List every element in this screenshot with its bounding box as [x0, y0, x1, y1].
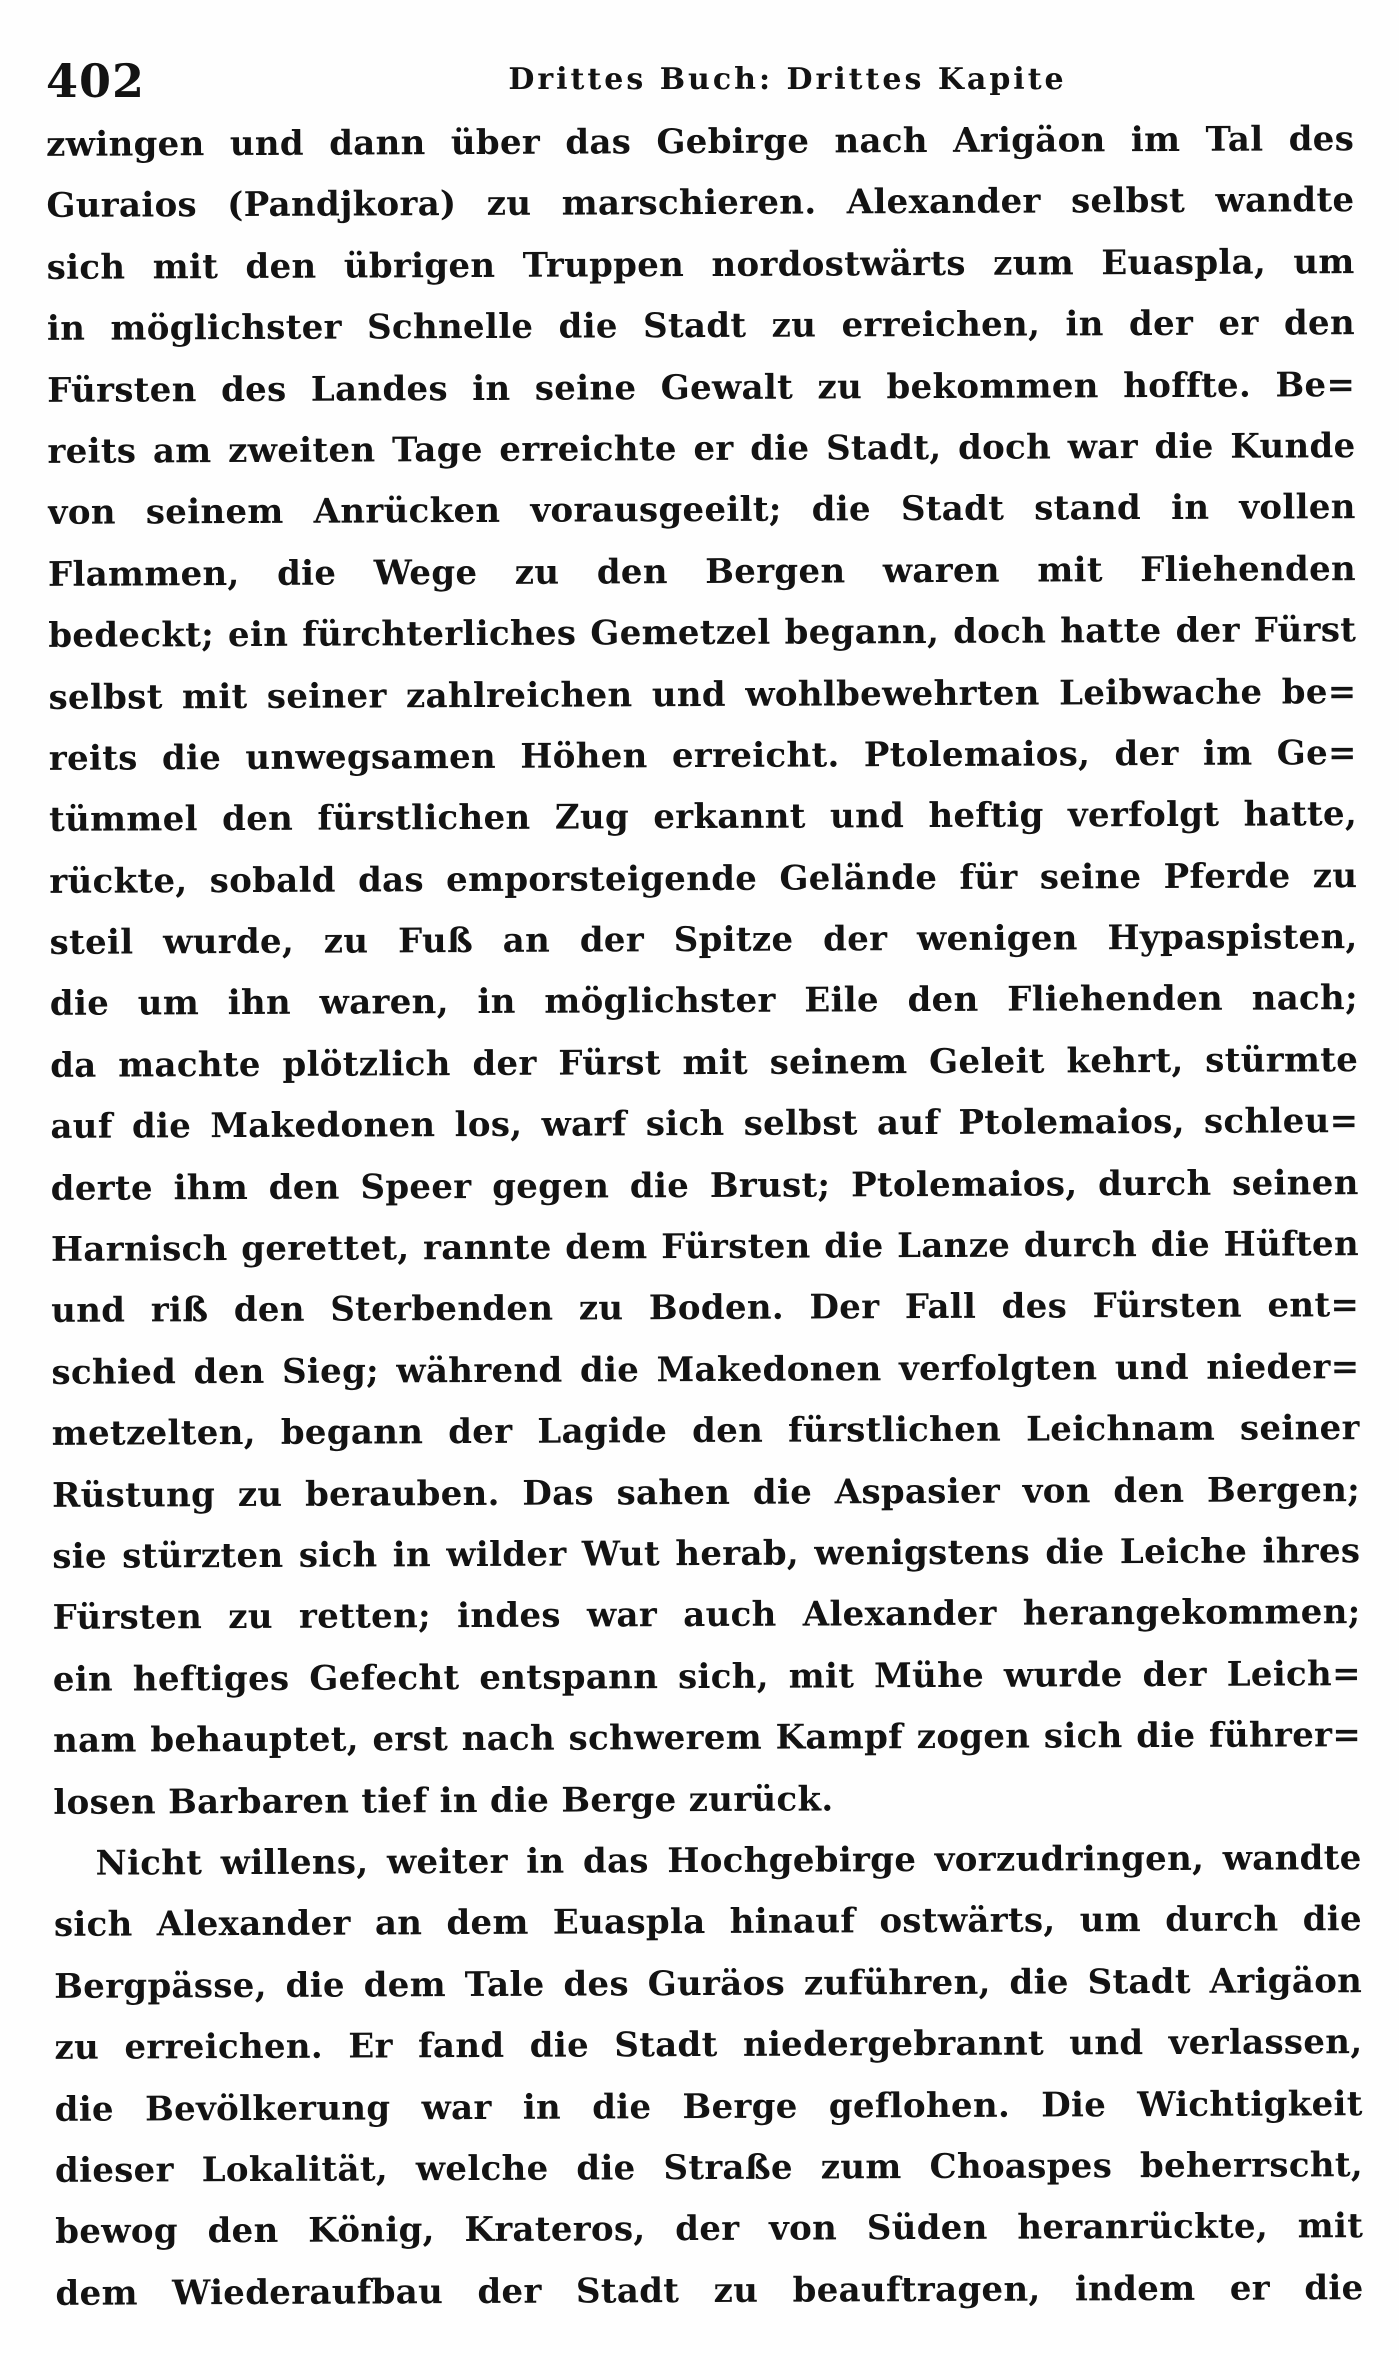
- text-line: selbst mit seiner zahlreichen und wohlbewehrten Leibwache be=: [48, 671, 1357, 718]
- text-line: Fürsten des Landes in seine Gewalt zu bekommen hoffte. Be=: [47, 364, 1356, 411]
- text-line: auf die Makedonen los, warf sich selbst auf Ptolemaios, schleu=: [50, 1101, 1359, 1148]
- text-line: die um ihn waren, in möglichster Eile den Fliehenden nach;: [49, 978, 1358, 1025]
- text-line: die Bevölkerung war in die Berge geflohen. Die Wichtigkeit: [54, 2083, 1363, 2130]
- text-line: Fürsten zu retten; indes war auch Alexander herangekommen;: [52, 1592, 1361, 1639]
- text-line: Flammen, die Wege zu den Bergen waren mit Fliehenden: [47, 548, 1357, 595]
- text-line: Nicht willens, weiter in das Hochgebirge vorzudringen, wandte: [95, 1838, 1362, 1884]
- text-line: steil wurde, zu Fuß an der Spitze der wenigen Hypaspisten,: [49, 917, 1358, 963]
- text-line: Harnisch gerettet, rannte dem Fürsten die Lanze durch die Hüften: [50, 1224, 1360, 1270]
- text-line: losen Barbaren tief in die Berge zurück.: [53, 1778, 834, 1823]
- text-line: dem Wiederaufbau der Stadt zu beauftragen, indem er die: [55, 2267, 1364, 2314]
- paragraph: [54, 1828, 1364, 2325]
- page-header: [0, 48, 1399, 118]
- text-line: Guraios (Pandjkora) zu marschieren. Alexander selbst wandte: [46, 180, 1355, 227]
- text-line: nam behauptet, erst nach schwerem Kampf zogen sich die führer=: [53, 1715, 1362, 1761]
- text-line: rückte, sobald das emporsteigende Gelände für seine Pferde zu: [49, 855, 1358, 902]
- text-line: dieser Lokalität, welche die Straße zum Choaspes beherrscht,: [54, 2145, 1364, 2191]
- text-line: ein heftiges Gefecht entspann sich, mit Mühe wurde der Leich=: [52, 1653, 1361, 1700]
- text-line: Rüstung zu berauben. Das sahen die Aspasier von den Bergen;: [51, 1469, 1361, 1516]
- text-line: von seinem Anrücken vorausgeeilt; die Stadt stand in vollen: [47, 487, 1356, 534]
- text-line: reits am zweiten Tage erreichte er die Stadt, doch war die Kunde: [47, 426, 1356, 472]
- text-block: [46, 109, 1364, 2325]
- text-line: und riß den Sterbenden zu Boden. Der Fall des Fürsten ent=: [51, 1285, 1360, 1332]
- text-line: bedeckt; ein fürchterliches Gemetzel begann, doch hatte der Fürst: [48, 610, 1357, 656]
- text-line: sich Alexander an dem Euaspla hinauf ostwärts, um durch die: [53, 1899, 1362, 1946]
- page-number: 402: [46, 54, 146, 108]
- text-line: schied den Sieg; während die Makedonen verfolgten und nieder=: [51, 1346, 1360, 1393]
- text-line: tümmel den fürstlichen Zug erkannt und heftig verfolgt hatte,: [48, 794, 1358, 841]
- text-line: zu erreichen. Er fand die Stadt niedergebrannt und verlassen,: [54, 2022, 1363, 2068]
- text-line: metzelten, begann der Lagide den fürstlichen Leichnam seiner: [51, 1408, 1360, 1455]
- text-line: da machte plötzlich der Fürst mit seinem Geleit kehrt, stürmte: [50, 1039, 1359, 1086]
- running-title: Drittes Buch: Drittes Kapite: [508, 62, 1067, 97]
- text-line: sich mit den übrigen Truppen nordostwärts zum Euaspla, um: [46, 241, 1355, 288]
- paragraph: [46, 109, 1361, 1834]
- text-line: sie stürzten sich in wilder Wut herab, wenigstens die Leiche ihres: [52, 1531, 1361, 1577]
- text-line: derte ihm den Speer gegen die Brust; Ptolemaios, durch seinen: [50, 1162, 1359, 1209]
- text-line: Bergpässe, die dem Tale des Guräos zuführen, die Stadt Arigäon: [54, 1960, 1363, 2007]
- text-line: in möglichster Schnelle die Stadt zu erreichen, in der er den: [46, 303, 1356, 350]
- text-line: reits die unwegsamen Höhen erreicht. Ptolemaios, der im Ge=: [48, 733, 1357, 779]
- text-line: bewog den König, Krateros, der von Süden heranrückte, mit: [55, 2206, 1364, 2253]
- text-line: zwingen und dann über das Gebirge nach Arigäon im Tal des: [46, 119, 1355, 165]
